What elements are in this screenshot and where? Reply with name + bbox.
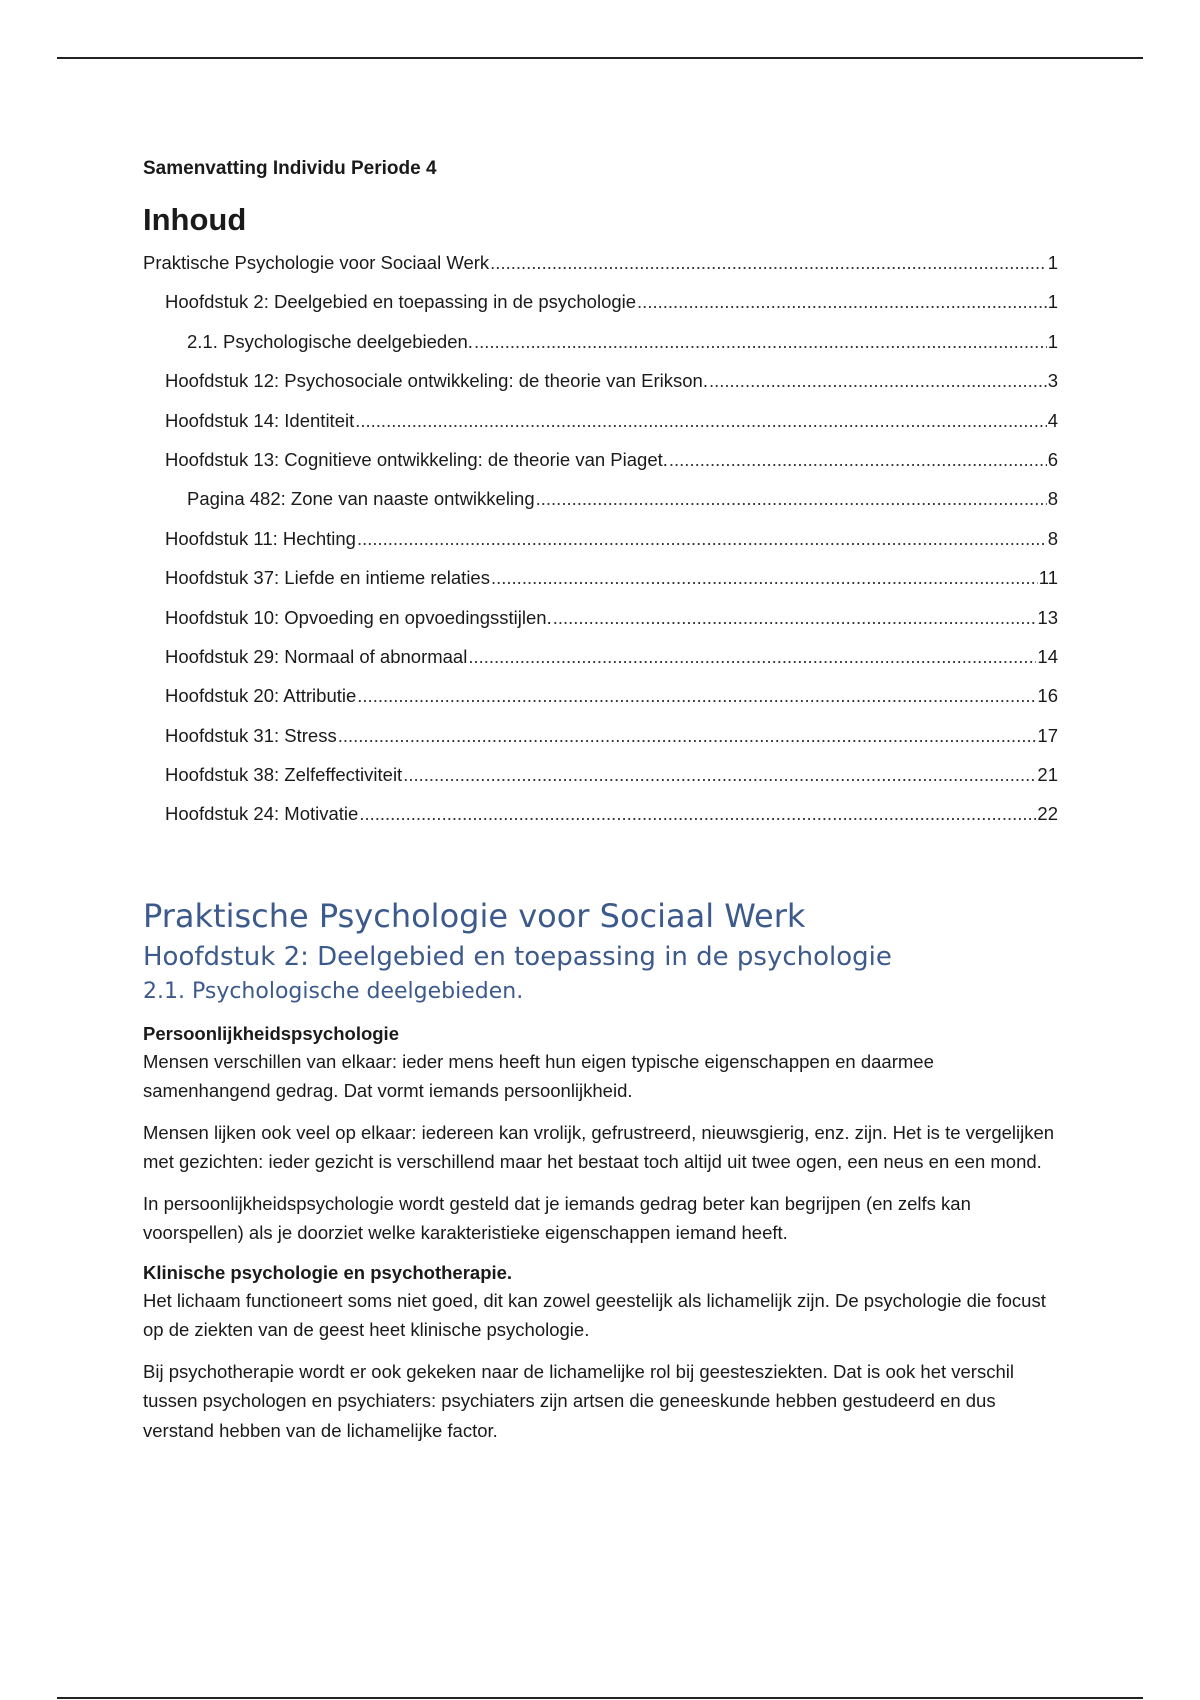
toc-leader (403, 762, 1036, 788)
toc-leader (709, 368, 1047, 394)
toc-entry[interactable] (143, 644, 1058, 683)
document-title: Samenvatting Individu Periode 4 (143, 158, 437, 179)
toc-leader (359, 801, 1036, 827)
toc-entry-text: Hoofdstuk 13: Cognitieve ontwikkeling: de theorie van Piaget. (165, 448, 668, 470)
toc-entry-page: 8 (1047, 527, 1058, 549)
heading-2: Hoofdstuk 2: Deelgebied en toepassing in de psychologie (143, 941, 892, 972)
section-title: Klinische psychologie en psychotherapie. (143, 1261, 513, 1283)
toc-entry-text: Praktische Psychologie voor Sociaal Werk (143, 252, 490, 273)
toc-entry[interactable] (143, 250, 1058, 289)
section-title: Persoonlijkheidspsychologie (143, 1022, 399, 1044)
heading-1: Praktische Psychologie voor Sociaal Werk (143, 896, 806, 935)
toc-leader (474, 329, 1047, 355)
toc-entry[interactable] (143, 565, 1058, 604)
toc-entry-page: 16 (1037, 685, 1058, 707)
toc-entry[interactable] (143, 329, 1058, 368)
table-of-contents (143, 250, 1058, 841)
toc-entry-text: Hoofdstuk 11: Hechting (165, 527, 356, 549)
toc-leader (553, 605, 1037, 631)
toc-entry-text: Hoofdstuk 10: Opvoeding en opvoedingsstijlen. (165, 606, 552, 628)
body-paragraph: Bij psychotherapie wordt er ook gekeken naar de lichamelijke rol bij geestesziekten. Dat is ook het verschil tussen psychologen en psychiaters: psychiaters zijn artsen die geneeskunde hebben gestudeerd en dus verstand hebben van de lichamelijke factor. (143, 1360, 1014, 1441)
document-page (143, 150, 1058, 1457)
toc-entry-text: Pagina 482: Zone van naaste ontwikkeling (187, 488, 535, 510)
toc-leader (669, 447, 1047, 473)
toc-entry-page: 8 (1047, 488, 1058, 510)
body-paragraph: Mensen lijken ook veel op elkaar: iedereen kan vrolijk, gefrustreerd, nieuwsgierig, enz. zijn. Het is te vergelijken met gezichten: ieder gezicht is verschillend maar het bestaat toch altijd uit twee ogen, een neus en een mond. (143, 1121, 1055, 1173)
footer-rule (57, 1697, 1143, 1699)
toc-entry[interactable] (143, 408, 1058, 447)
toc-entry-text: Hoofdstuk 20: Attributie (165, 685, 357, 707)
toc-entry-text: Hoofdstuk 2: Deelgebied en toepassing in de psychologie (165, 291, 637, 313)
toc-entry-text: 2.1. Psychologische deelgebieden. (187, 330, 473, 352)
toc-leader (491, 565, 1038, 591)
toc-entry-text: Hoofdstuk 31: Stress (165, 724, 337, 746)
toc-entry-page: 22 (1037, 803, 1058, 825)
body-paragraph: Het lichaam functioneert soms niet goed, dit kan zowel geestelijk als lichamelijk zijn. De psychologie die focust op de ziekten van de geest heet klinische psychologie. (143, 1289, 1046, 1341)
toc-entry-page: 1 (1047, 291, 1058, 313)
toc-leader (468, 644, 1036, 670)
toc-entry-page: 4 (1047, 409, 1058, 431)
toc-entry-page: 1 (1047, 330, 1058, 352)
toc-entry-page: 14 (1037, 645, 1058, 667)
toc-entry[interactable] (143, 605, 1058, 644)
toc-entry[interactable] (143, 289, 1058, 328)
toc-entry-page: 6 (1047, 448, 1058, 470)
toc-leader (355, 408, 1046, 434)
toc-leader (490, 250, 1047, 276)
toc-entry[interactable] (143, 486, 1058, 525)
toc-leader (536, 486, 1047, 512)
toc-leader (338, 723, 1037, 749)
toc-leader (357, 683, 1036, 709)
toc-entry-text: Hoofdstuk 37: Liefde en intieme relaties (165, 567, 490, 589)
toc-entry-text: Hoofdstuk 12: Psychosociale ontwikkeling: de theorie van Erikson. (165, 370, 708, 392)
toc-leader (637, 289, 1047, 315)
toc-entry[interactable] (143, 447, 1058, 486)
toc-entry-page: 1 (1047, 252, 1058, 273)
toc-heading: Inhoud (143, 202, 247, 237)
toc-entry-page: 17 (1037, 724, 1058, 746)
toc-entry[interactable] (143, 368, 1058, 407)
toc-entry-page: 11 (1038, 567, 1058, 589)
body-paragraph: Mensen verschillen van elkaar: ieder mens heeft hun eigen typische eigenschappen en daarmee samenhangend gedrag. Dat vormt iemands persoonlijkheid. (143, 1050, 934, 1102)
toc-entry-text: Hoofdstuk 14: Identiteit (165, 409, 355, 431)
toc-entry[interactable] (143, 723, 1058, 762)
toc-entry[interactable] (143, 526, 1058, 565)
toc-entry-text: Hoofdstuk 29: Normaal of abnormaal (165, 645, 468, 667)
toc-entry[interactable] (143, 683, 1058, 722)
toc-entry-page: 3 (1047, 370, 1058, 392)
header-rule (57, 57, 1143, 59)
heading-3: 2.1. Psychologische deelgebieden. (143, 978, 524, 1004)
body-paragraph: In persoonlijkheidspsychologie wordt gesteld dat je iemands gedrag beter kan begrijpen (en zelfs kan voorspellen) als je doorziet welke karakteristieke eigenschappen iemand heeft. (143, 1192, 971, 1244)
toc-entry-text: Hoofdstuk 38: Zelfeffectiviteit (165, 764, 403, 786)
toc-entry-text: Hoofdstuk 24: Motivatie (165, 803, 359, 825)
toc-entry[interactable] (143, 762, 1058, 801)
toc-entry-page: 21 (1037, 764, 1058, 786)
toc-entry-page: 13 (1037, 606, 1058, 628)
toc-leader (357, 526, 1047, 552)
toc-entry[interactable] (143, 801, 1058, 840)
